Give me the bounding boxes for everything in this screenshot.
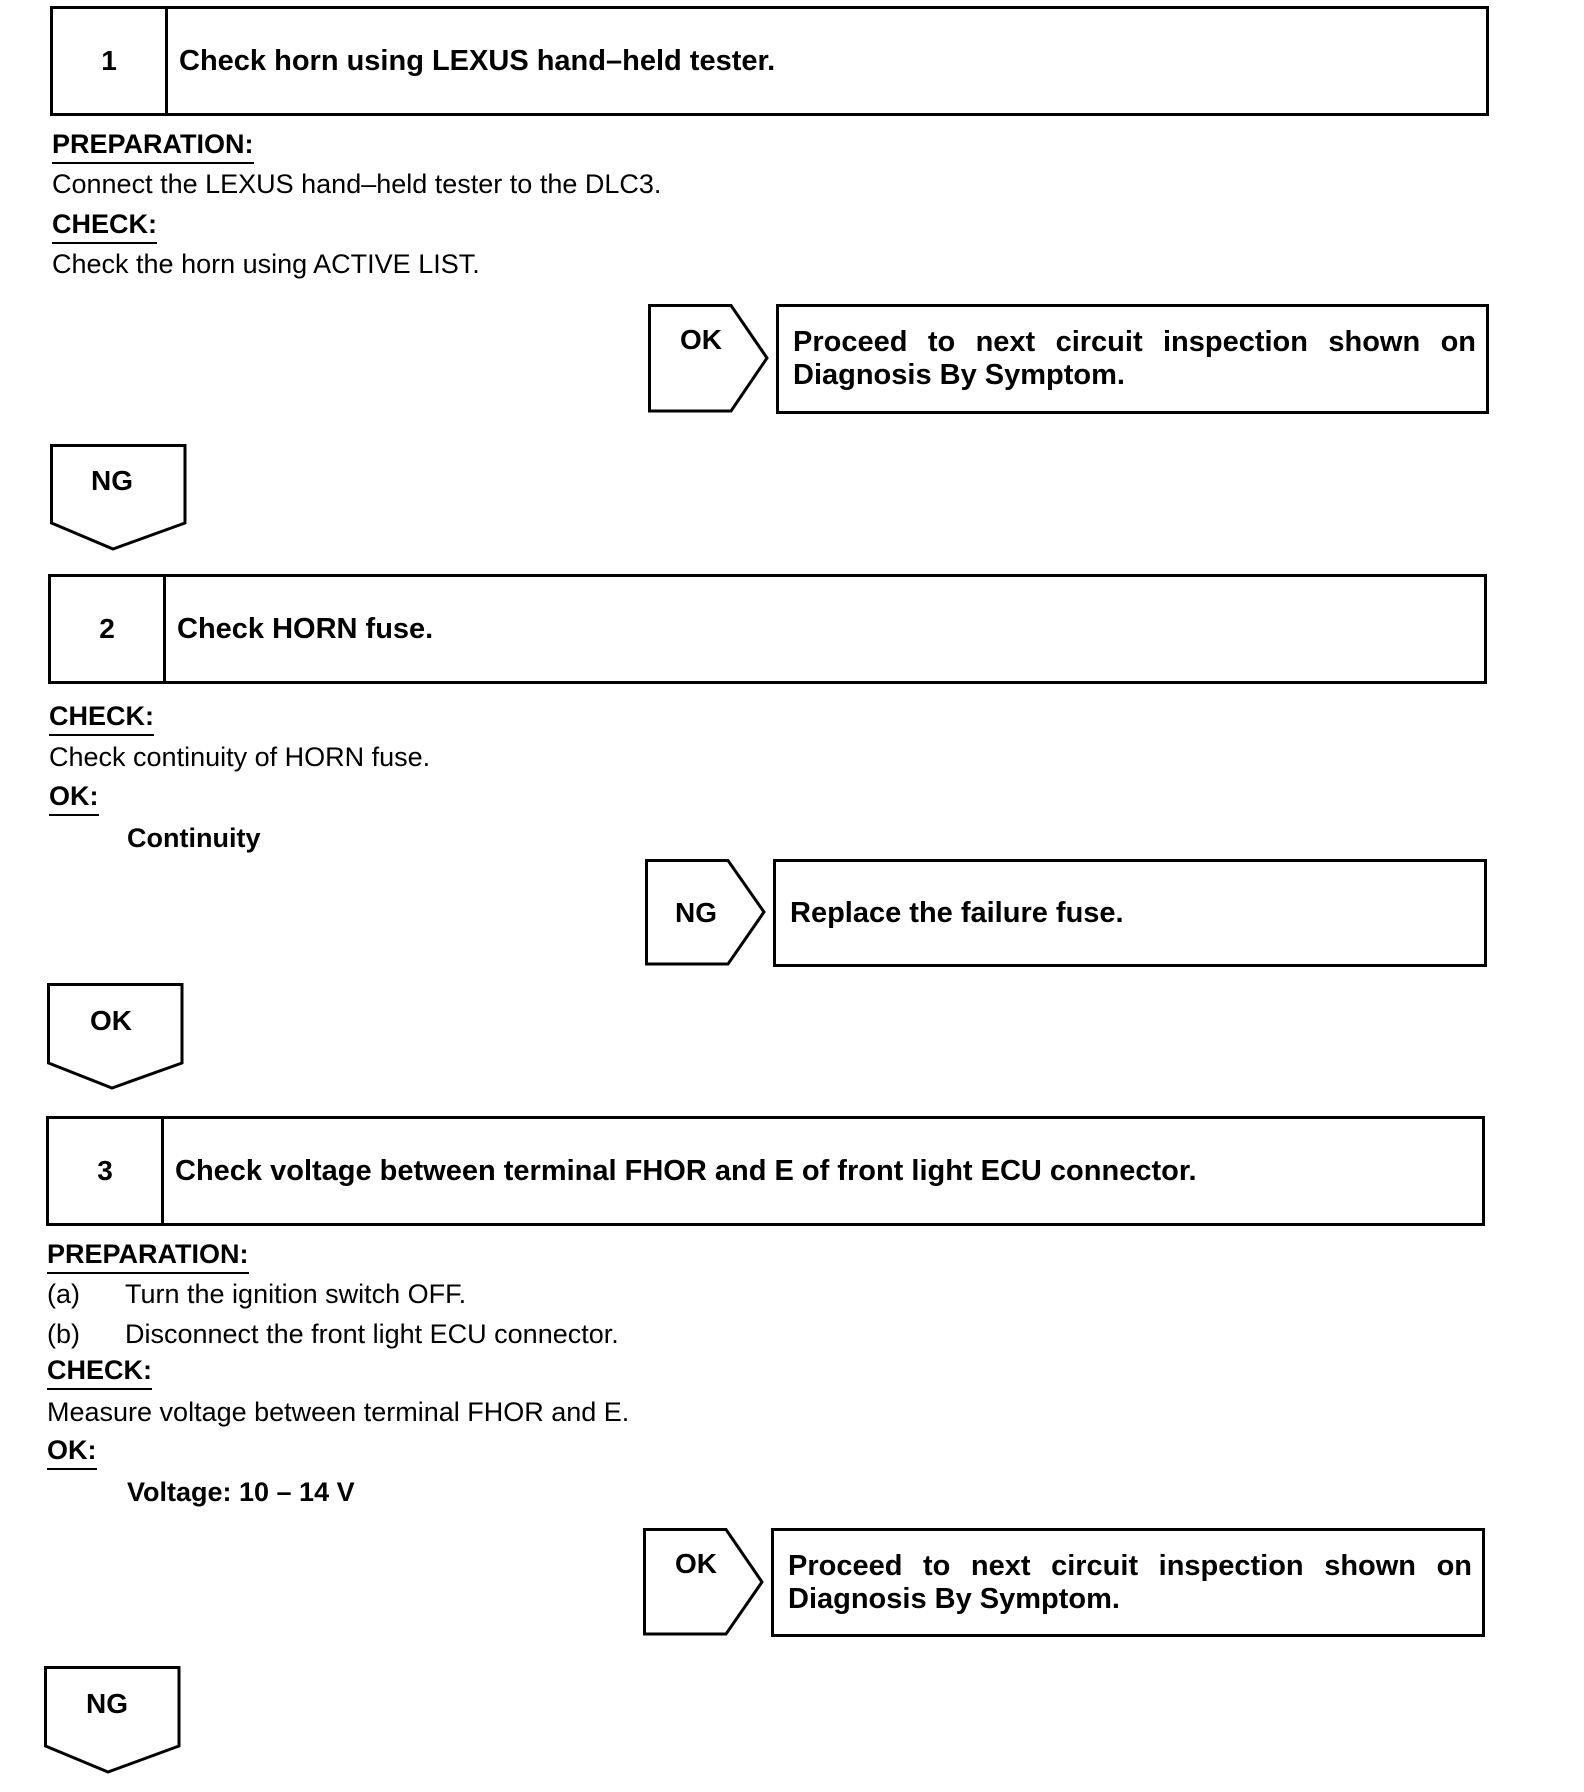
preparation-item-key: (b) <box>47 1319 80 1349</box>
step-number: 3 <box>49 1119 164 1223</box>
preparation-label: PREPARATION: <box>47 1238 249 1274</box>
ok-result-box <box>776 304 1489 414</box>
down-arrow-icon <box>47 983 184 1091</box>
ng-branch-arrow <box>50 444 187 552</box>
check-text: Measure voltage between terminal FHOR and E. <box>47 1397 630 1427</box>
ng-result-box <box>773 859 1487 967</box>
ok-value: Continuity <box>127 823 261 853</box>
preparation-text: Connect the LEXUS hand–held tester to the DLC3. <box>52 169 662 199</box>
preparation-item-key: (a) <box>47 1279 80 1309</box>
step-number: 1 <box>53 9 168 113</box>
preparation-item-text: Turn the ignition switch OFF. <box>125 1279 467 1309</box>
down-arrow-icon <box>44 1666 181 1774</box>
check-text: Check continuity of HORN fuse. <box>49 742 431 772</box>
ok-value: Voltage: 10 – 14 V <box>127 1477 355 1507</box>
preparation-item-text: Disconnect the front light ECU connector. <box>125 1319 619 1349</box>
right-arrow-icon <box>643 1528 765 1637</box>
branch-label: NG <box>86 1688 128 1719</box>
down-arrow-icon <box>50 444 187 552</box>
ng-branch-arrow <box>645 859 767 967</box>
ng-branch-arrow <box>44 1666 181 1774</box>
ok-branch-arrow <box>643 1528 765 1637</box>
branch-label: OK <box>680 324 722 355</box>
branch-label: OK <box>675 1548 717 1579</box>
ok-branch-arrow <box>47 983 184 1091</box>
preparation-label: PREPARATION: <box>52 128 254 164</box>
step-2-header <box>48 574 1487 684</box>
step-1-header <box>50 6 1489 116</box>
step-3-header <box>46 1116 1485 1226</box>
branch-label: OK <box>90 1005 132 1036</box>
branch-label: NG <box>675 897 717 928</box>
step-title: Check horn using LEXUS hand–held tester. <box>179 44 776 77</box>
check-text: Check the horn using ACTIVE LIST. <box>52 249 480 279</box>
result-text: Replace the failure fuse. <box>790 896 1124 929</box>
ok-label: OK: <box>49 780 99 816</box>
step-number: 2 <box>51 577 166 681</box>
branch-label: NG <box>91 465 133 496</box>
result-text: Proceed to next circuit inspection shown on Diagnosis By Symptom. <box>788 1549 1472 1615</box>
check-label: CHECK: <box>49 700 154 736</box>
check-label: CHECK: <box>47 1354 152 1390</box>
right-arrow-icon <box>648 304 770 414</box>
result-text: Proceed to next circuit inspection shown on Diagnosis By Symptom. <box>793 326 1476 391</box>
step-title: Check voltage between terminal FHOR and E of front light ECU connector. <box>175 1154 1197 1187</box>
ok-result-box <box>771 1528 1485 1637</box>
step-title: Check HORN fuse. <box>177 612 434 645</box>
check-label: CHECK: <box>52 208 157 244</box>
ok-branch-arrow <box>648 304 770 414</box>
ok-label: OK: <box>47 1434 97 1470</box>
